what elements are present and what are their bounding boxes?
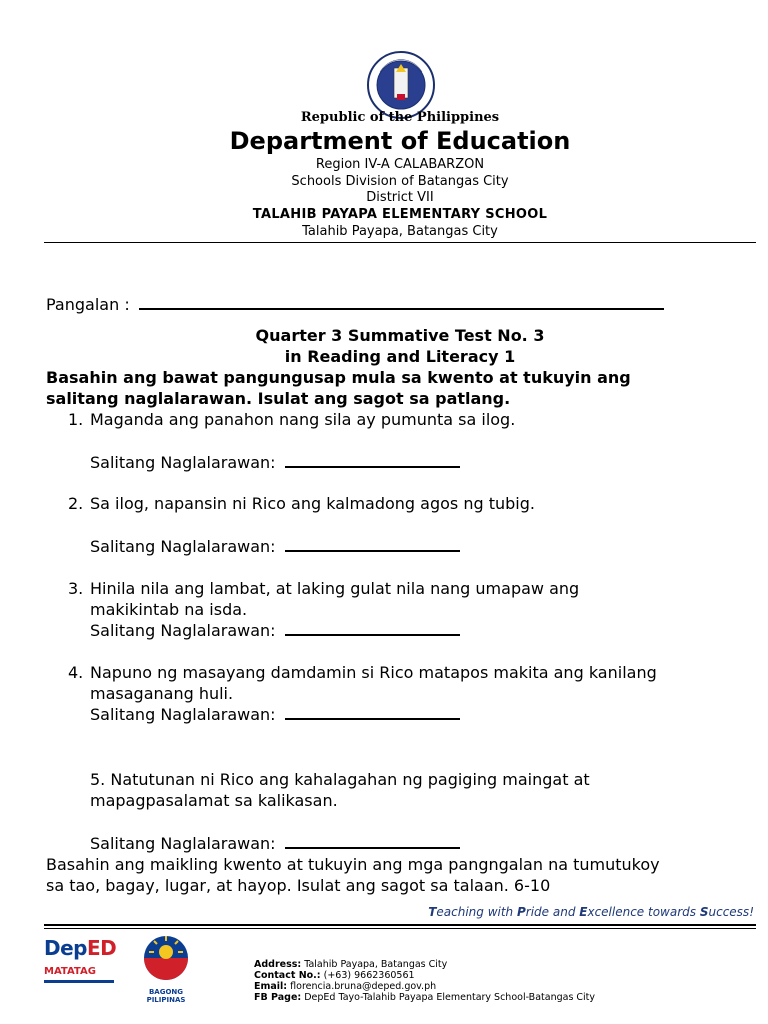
- name-row: [46, 294, 664, 315]
- instructions-line2: salitang naglalarawan. Isulat ang sagot sa patlang.: [46, 389, 511, 408]
- tagline-letter: S: [699, 905, 709, 919]
- answer-label: Salitang Naglalarawan:: [90, 537, 276, 556]
- answer-row-4: [90, 704, 460, 725]
- question-4-continued: masaganang huli.: [90, 684, 234, 703]
- question-text: Maganda ang panahon nang sila ay pumunta sa ilog.: [90, 410, 516, 429]
- answer-row-1: [90, 452, 460, 473]
- part2-line2: sa tao, bagay, lugar, at hayop. Isulat ang sagot sa talaan. 6-10: [46, 876, 551, 895]
- deped-matatag-logo: DepED MATATAG: [44, 936, 116, 998]
- school-location: Talahib Payapa, Batangas City: [302, 224, 498, 239]
- address-label: Address:: [254, 959, 302, 970]
- division-text: Schools Division of Batangas City: [291, 174, 509, 189]
- school-name: TALAHIB PAYAPA ELEMENTARY SCHOOL: [252, 207, 548, 222]
- part2-line1: Basahin ang maikling kwento at tukuyin ang mga pangngalan na tumutukoy: [46, 855, 660, 874]
- question-number: 2.: [68, 494, 84, 513]
- matatag-text: MATATAG: [44, 966, 96, 977]
- tagline-letter: T: [428, 905, 437, 919]
- contact-line: [254, 970, 595, 981]
- fb-line: [254, 992, 595, 1003]
- tagline-text: ride and: [525, 905, 580, 919]
- name-blank[interactable]: [139, 294, 664, 310]
- footer-tagline: [428, 905, 754, 919]
- department-heading: Department of Education: [229, 127, 571, 155]
- tagline-letter: E: [579, 905, 588, 919]
- question-text: Napuno ng masayang damdamin si Rico matapos makita ang kanilang: [90, 663, 657, 682]
- test-subtitle: in Reading and Literacy 1: [284, 347, 516, 366]
- answer-label: Salitang Naglalarawan:: [90, 453, 276, 472]
- tagline-text: eaching with: [436, 905, 517, 919]
- question-text: Sa ilog, napansin ni Rico ang kalmadong agos ng tubig.: [90, 494, 535, 513]
- instructions: [46, 367, 631, 409]
- question-2: [68, 493, 535, 514]
- question-1: [68, 409, 515, 430]
- question-3: [68, 578, 579, 599]
- bagong-pilipinas-text: BAGONG PILIPINAS: [146, 988, 186, 1004]
- footer-divider: [44, 924, 756, 926]
- question-5: [90, 769, 590, 790]
- question-number: 3.: [68, 579, 84, 598]
- question-number: 5.: [90, 770, 106, 789]
- district-text: District VII: [366, 190, 434, 205]
- answer-row-2: [90, 536, 460, 557]
- question-text: Natutunan ni Rico ang kahalagahan ng pagiging maingat at: [110, 770, 590, 789]
- address-line: [254, 959, 595, 970]
- question-4: [68, 662, 657, 683]
- fb-value: DepEd Tayo-Talahib Payapa Elementary School-Batangas City: [304, 992, 596, 1003]
- question-number: 4.: [68, 663, 84, 682]
- tagline-letter: P: [516, 905, 526, 919]
- name-label: Pangalan :: [46, 295, 130, 314]
- part2-instructions: [46, 854, 660, 896]
- contact-value: (+63) 9662360561: [323, 970, 415, 981]
- instructions-line1: Basahin ang bawat pangungusap mula sa kwento at tukuyin ang: [46, 368, 631, 387]
- answer-label: Salitang Naglalarawan:: [90, 621, 276, 640]
- tagline-text: uccess!: [708, 905, 754, 919]
- answer-blank[interactable]: [285, 452, 460, 468]
- contact-block: [254, 959, 595, 1003]
- region-text: Region IV-A CALABARZON: [315, 157, 485, 172]
- answer-label: Salitang Naglalarawan:: [90, 705, 276, 724]
- question-text: Hinila nila ang lambat, at laking gulat nila nang umapaw ang: [90, 579, 580, 598]
- fb-label: FB Page:: [254, 992, 302, 1003]
- bagong-pilipinas-logo: [130, 932, 202, 1004]
- address-value: Talahib Payapa, Batangas City: [304, 959, 448, 970]
- email-line: [254, 981, 595, 992]
- email-label: Email:: [254, 981, 288, 992]
- answer-blank[interactable]: [285, 704, 460, 720]
- answer-blank[interactable]: [285, 620, 460, 636]
- answer-row-5: [90, 833, 460, 854]
- header-divider: [44, 242, 756, 243]
- question-number: 1.: [68, 410, 84, 429]
- tagline-text: xcellence towards: [587, 905, 700, 919]
- answer-blank[interactable]: [285, 536, 460, 552]
- answer-row-3: [90, 620, 460, 641]
- republic-heading: Republic of the Philippines: [300, 110, 500, 125]
- answer-label: Salitang Naglalarawan:: [90, 834, 276, 853]
- contact-label: Contact No.:: [254, 970, 321, 981]
- answer-blank[interactable]: [285, 833, 460, 849]
- test-title: Quarter 3 Summative Test No. 3: [255, 326, 545, 345]
- footer-divider-thin: [44, 928, 756, 929]
- email-value: florencia.bruna@deped.gov.ph: [290, 981, 437, 992]
- question-5-continued: mapagpasalamat sa kalikasan.: [90, 791, 338, 810]
- question-3-continued: makikintab na isda.: [90, 600, 248, 619]
